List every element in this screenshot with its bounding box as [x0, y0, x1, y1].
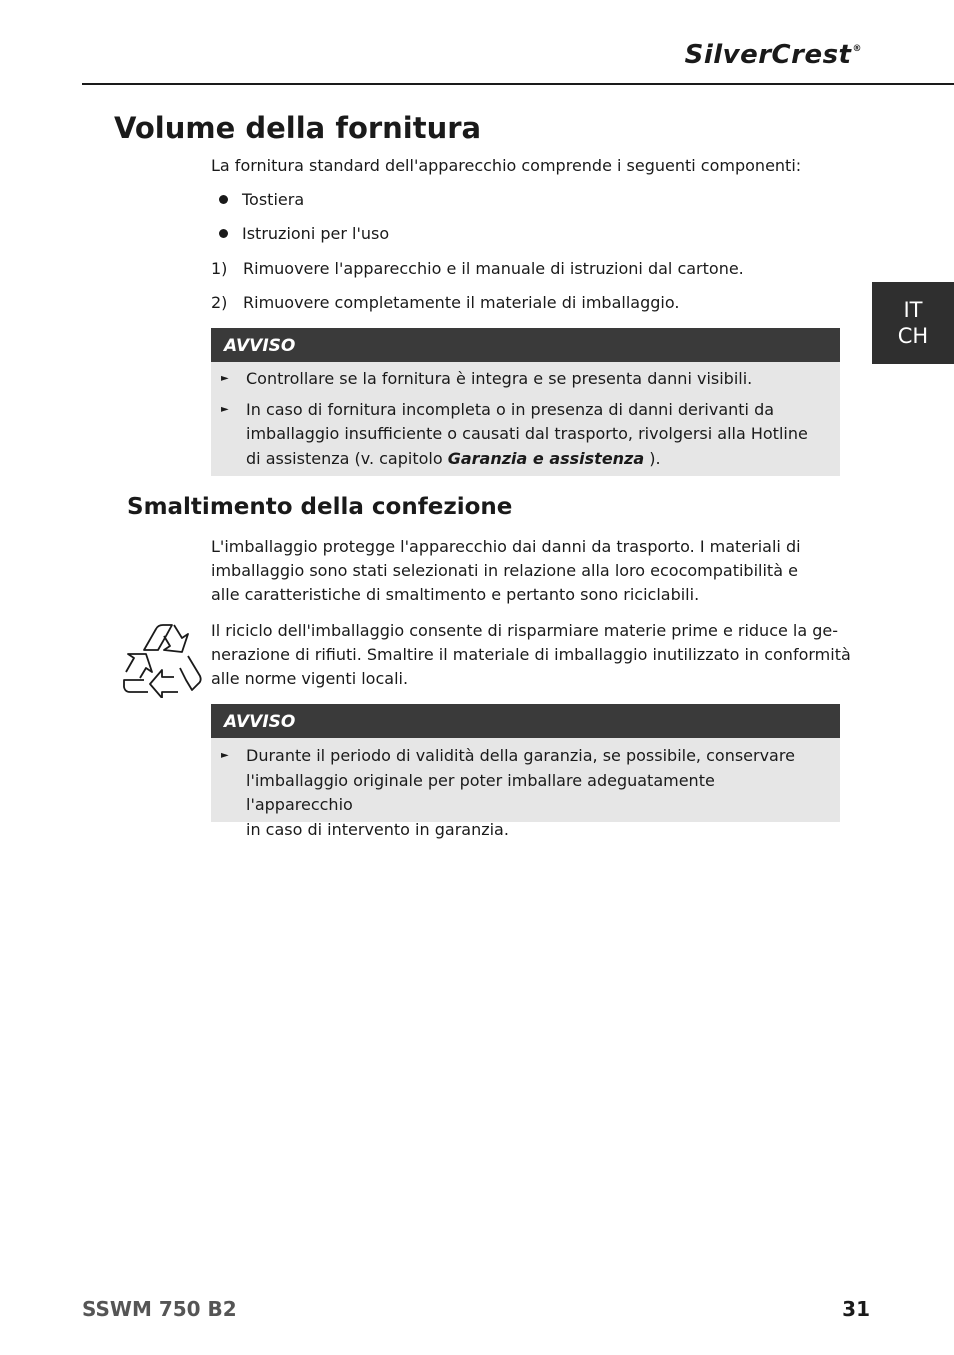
notice-item [211, 367, 840, 392]
language-tab-line1: IT [903, 298, 923, 322]
paragraph-line: nerazione di rifiuti. Smaltire il materiale di imballaggio inutilizzato in conformità [211, 645, 851, 664]
bullet-icon [219, 229, 228, 238]
step-number: 2) [211, 293, 228, 312]
list-item [219, 188, 304, 212]
notice-text-line: In caso di fornitura incompleta o in presenza di danni derivanti da [246, 399, 775, 419]
header-rule [82, 83, 954, 85]
notice-item [211, 398, 840, 472]
list-item [219, 222, 389, 246]
section-title-delivery: Volume della fornitura [114, 111, 482, 145]
bullet-icon [219, 195, 228, 204]
notice-text: Controllare se la fornitura è integra e se presenta danni visibili. [246, 369, 753, 388]
paragraph-line: Il riciclo dell'imballaggio consente di risparmiare materie prime e riduce la ge- [211, 621, 839, 640]
notice-text-part: di assistenza (v. capitolo [246, 448, 448, 468]
paragraph-line: alle caratteristiche di smaltimento e pertanto sono riciclabili. [211, 585, 700, 604]
step-text: Rimuovere l'apparecchio e il manuale di istruzioni dal cartone. [243, 259, 744, 278]
list-item-label: Istruzioni per l'uso [242, 224, 390, 243]
notice-heading: AVVISO [211, 328, 840, 362]
page-number: 31 [842, 1297, 870, 1321]
step-item [211, 291, 679, 315]
arrow-right-icon: ► [221, 373, 229, 384]
disposal-paragraph-1 [211, 535, 801, 607]
notice-item [211, 744, 840, 842]
paragraph-line: alle norme vigenti locali. [211, 669, 409, 688]
notice-text-part: ). [644, 448, 661, 468]
brand-name: SilverCrest [684, 40, 852, 70]
notice-box-disposal [211, 704, 840, 839]
paragraph-line: L'imballaggio protegge l'apparecchio dai danni da trasporto. I materiali di [211, 537, 801, 556]
language-tab-line2: CH [897, 324, 929, 348]
step-text: Rimuovere completamente il materiale di imballaggio. [243, 293, 680, 312]
notice-heading: AVVISO [211, 704, 840, 738]
paragraph-line: imballaggio sono stati selezionati in relazione alla loro ecocompatibilità e [211, 561, 798, 580]
notice-text-line [246, 447, 824, 472]
notice-text-line: imballaggio insufficiente o causati dal trasporto, rivolgersi alla Hotline [246, 424, 808, 443]
step-number: 1) [211, 259, 228, 278]
arrow-right-icon: ► [221, 750, 229, 761]
registered-mark: ® [852, 44, 862, 54]
step-item [211, 257, 744, 281]
disposal-paragraph-2 [211, 619, 851, 691]
brand-logo [685, 40, 862, 70]
footer-model-number: SSWM 750 B2 [82, 1297, 237, 1321]
recycle-icon [122, 620, 204, 698]
chapter-reference: Garanzia e assistenza [447, 448, 645, 468]
section-title-disposal: Smaltimento della confezione [127, 494, 513, 520]
notice-text-line: Durante il periodo di validità della garanzia, se possibile, conservare [246, 746, 795, 765]
notice-text-line: in caso di intervento in garanzia. [246, 819, 509, 839]
list-item-label: Tostiera [242, 190, 305, 209]
language-tab [872, 282, 954, 364]
arrow-right-icon: ► [221, 403, 229, 415]
delivery-intro: La fornitura standard dell'apparecchio comprende i seguenti componenti: [211, 156, 802, 175]
notice-box-delivery [211, 328, 840, 476]
notice-text-line: l'imballaggio originale per poter imballare adeguatamente l'apparecchio [246, 770, 715, 814]
